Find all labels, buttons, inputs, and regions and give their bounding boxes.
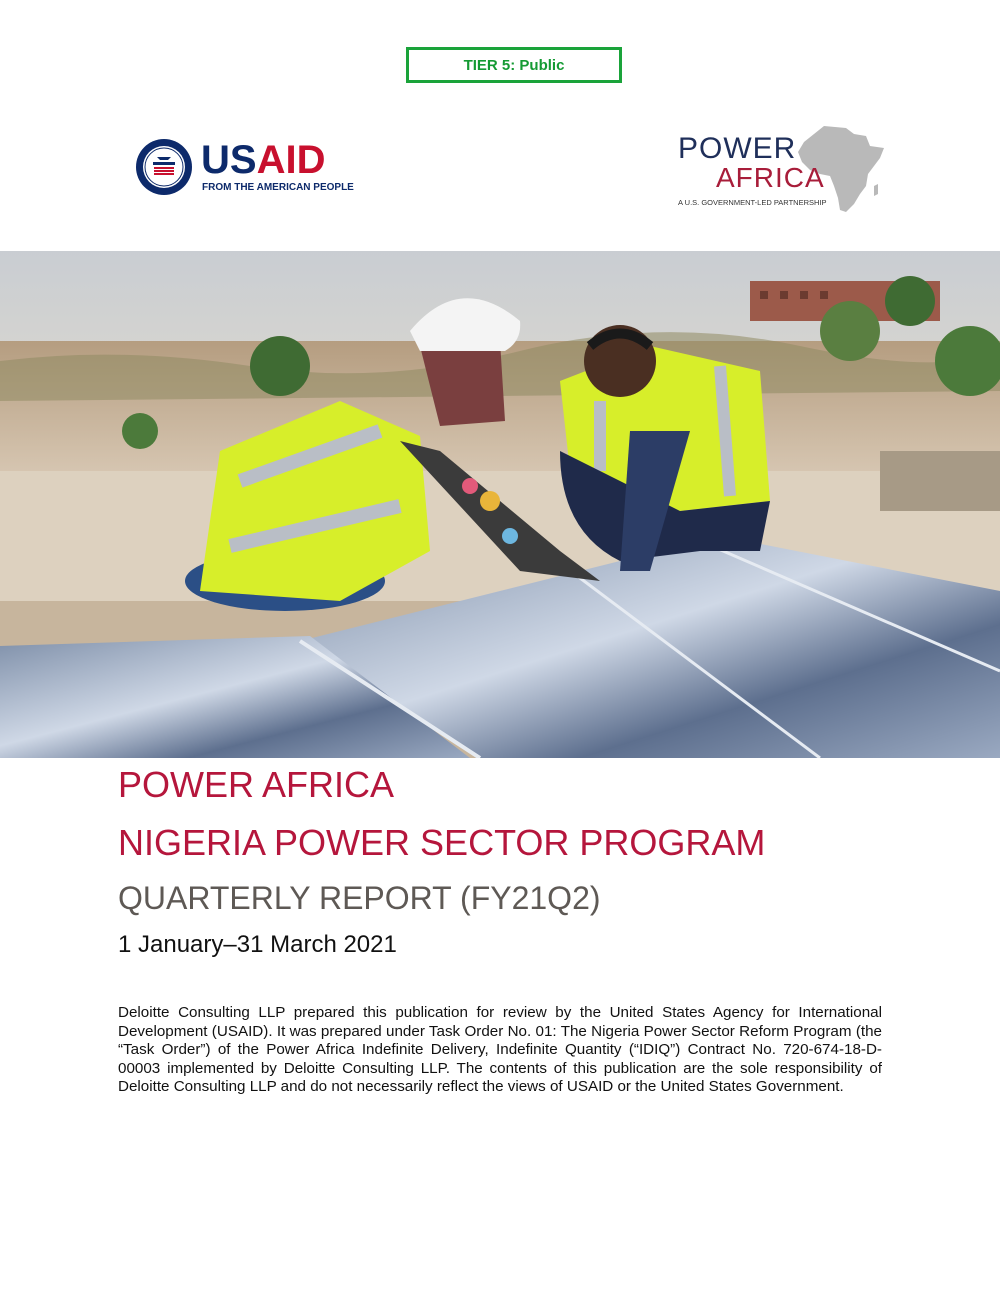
cover-photo-illustration <box>0 251 1000 758</box>
power-africa-word-africa: AFRICA <box>716 162 825 193</box>
title-power-africa: POWER AFRICA <box>118 764 395 805</box>
usaid-logo <box>135 138 354 198</box>
cover-photo <box>0 251 1000 758</box>
power-africa-tagline: A U.S. GOVERNMENT-LED PARTNERSHIP <box>678 198 827 207</box>
tier-badge-label: TIER 5: Public <box>463 56 565 74</box>
power-africa-word-power: POWER <box>678 132 797 165</box>
title-report: QUARTERLY REPORT (FY21Q2) <box>118 880 601 916</box>
tier-badge <box>406 47 622 83</box>
power-africa-logo <box>676 124 886 216</box>
usaid-tagline: FROM THE AMERICAN PEOPLE <box>202 182 354 193</box>
usaid-seal-icon <box>135 138 193 196</box>
report-period: 1 January–31 March 2021 <box>118 931 397 958</box>
title-program: NIGERIA POWER SECTOR PROGRAM <box>118 822 766 863</box>
disclaimer-paragraph: Deloitte Consulting LLP prepared this publication for review by the United States Agency for International Development (USAID). It was prepared under Task Order No. 01: The Nigeria Power Sector Reform Program (the “Task Order”) of the Power Africa Indefinite Delivery, Indefinite Quantity (“IDIQ”) Contract No. 720-674-18-D-00003 implemented by Deloitte Consulting LLP. The contents of this publication are the sole responsibility of Deloitte Consulting LLP and do not necessarily reflect the views of USAID or the United States Government. <box>118 1004 882 1096</box>
usaid-wordmark: USAID <box>201 138 326 182</box>
